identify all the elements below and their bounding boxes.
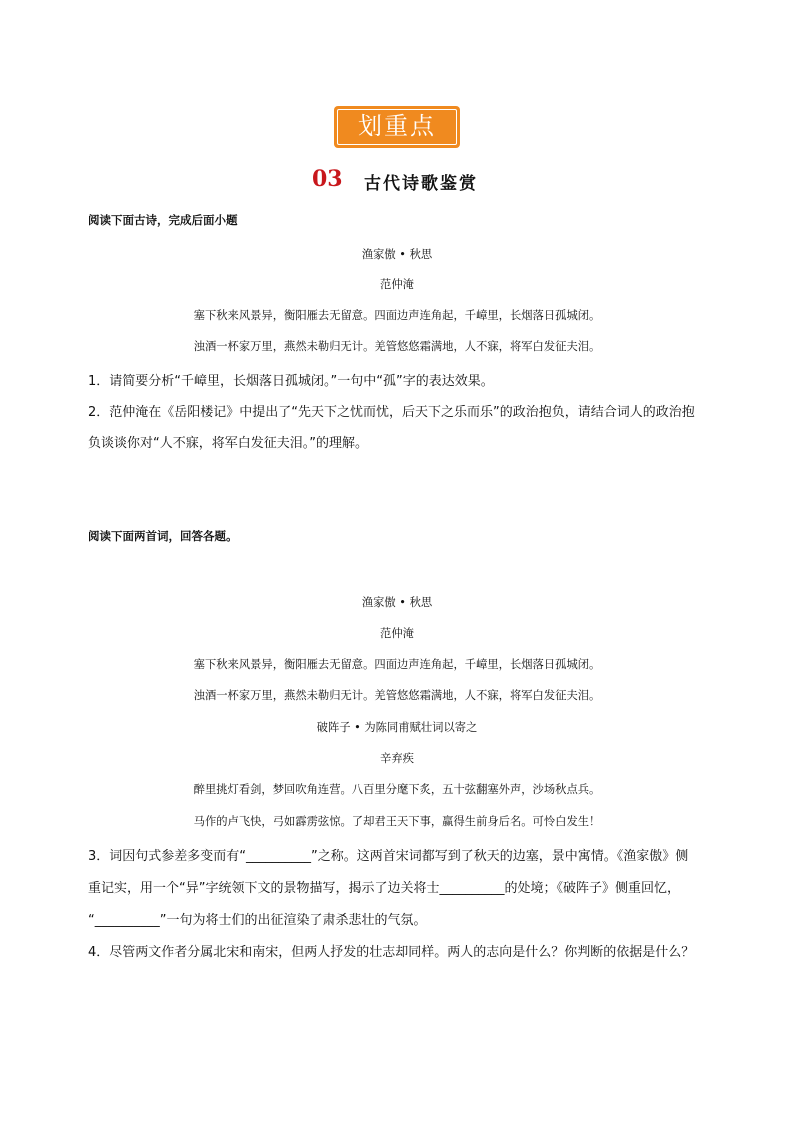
section-title: 古代诗歌鉴赏: [364, 174, 478, 194]
question-4: 4．尽管两文作者分属北宋和南宋，但两人抒发的壮志却同样。两人的志向是什么？你判断的依据是什么？: [88, 945, 695, 960]
banner-label: 划重点: [337, 109, 457, 145]
section-number: 03: [312, 166, 343, 192]
part2-poem1-line: 浊酒一杯家万里，燕然未勒归无计。羌管悠悠霜满地，人不寐，将军白发征夫泪。: [193, 689, 601, 702]
question-3-line: 3．词因句式参差多变而有“__________”之称。这两首宋词都写到了秋天的边塞，景中寓情。《渔家傲》侧: [88, 849, 689, 864]
part2-poem1-title: 渔家傲 • 秋思: [361, 596, 433, 609]
part2-poem2-line: 醉里挑灯看剑，梦回吹角连营。八百里分麾下炙，五十弦翻塞外声，沙场秋点兵。: [193, 783, 601, 796]
part1-poem-author: 范仲淹: [380, 278, 414, 291]
part1-poem-title: 渔家傲 • 秋思: [361, 248, 433, 261]
section-heading: [300, 164, 520, 196]
highlight-banner: [334, 106, 460, 148]
part2-poem1-author: 范仲淹: [380, 627, 414, 640]
part2-poem1-line: 塞下秋来风景异，衡阳雁去无留意。四面边声连角起，千嶂里，长烟落日孤城闭。: [193, 658, 601, 671]
question-1: 1．请简要分析“千嶂里，长烟落日孤城闭。”一句中“孤”字的表达效果。: [88, 374, 494, 389]
part2-instruction: 阅读下面两首词，回答各题。: [88, 529, 238, 543]
part1-poem-line: 浊酒一杯家万里，燕然未勒归无计。羌管悠悠霜满地，人不寐，将军白发征夫泪。: [193, 340, 601, 353]
question-2-line: 负谈谈你对“人不寐，将军白发征夫泪。”的理解。: [88, 436, 368, 451]
part1-instruction: 阅读下面古诗，完成后面小题: [88, 213, 238, 227]
part2-poem2-title: 破阵子 • 为陈同甫赋壮词以寄之: [316, 721, 478, 734]
part1-poem-line: 塞下秋来风景异，衡阳雁去无留意。四面边声连角起，千嶂里，长烟落日孤城闭。: [193, 309, 601, 322]
part2-poem2-line: 马作的卢飞快，弓如霹雳弦惊。了却君王天下事，赢得生前身后名。可怜白发生！: [193, 815, 601, 828]
question-2-line: 2．范仲淹在《岳阳楼记》中提出了“先天下之忧而忧，后天下之乐而乐”的政治抱负，请结合词人的政治抱: [88, 405, 695, 420]
part2-poem2-author: 辛弃疾: [380, 752, 414, 765]
question-3-line: “__________”一句为将士们的出征渲染了肃杀悲壮的气氛。: [88, 913, 427, 928]
question-3-line: 重记实，用一个“异”字统领下文的景物描写，揭示了边关将士__________的处境；《破阵子》侧重回忆，: [88, 881, 680, 896]
